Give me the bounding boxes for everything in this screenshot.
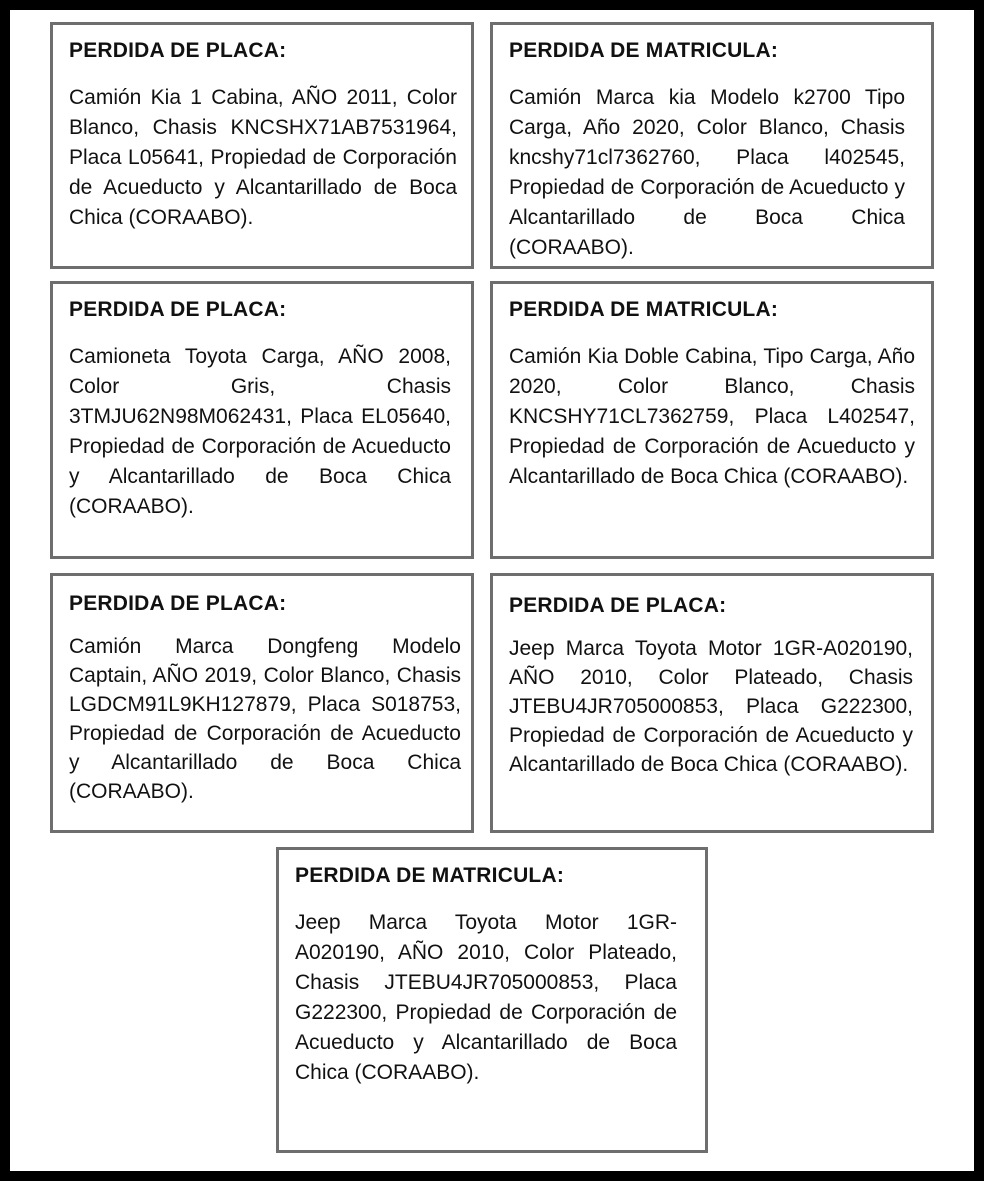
notice-lost-plate-2 <box>50 281 474 559</box>
notice-title: PERDIDA DE PLACA: <box>69 298 287 321</box>
notice-body: Jeep Marca Toyota Motor 1GR-A020190, AÑO 2010, Color Plateado, Chasis JTEBU4JR705000853, Placa G222300, Propiedad de Corporación de Acueducto y Alcantarillado de Boca Chica (CORAABO). <box>295 911 677 1084</box>
notice-lost-registration-2 <box>490 281 934 559</box>
notice-lost-plate-3 <box>50 573 474 833</box>
notice-body: Jeep Marca Toyota Motor 1GR-A020190, AÑO 2010, Color Plateado, Chasis JTEBU4JR705000853, Placa G222300, Propiedad de Corporación de Acueducto y Alcantarillado de Boca Chica (CORAABO). <box>509 637 913 776</box>
notice-body: Camión Kia 1 Cabina, AÑO 2011, Color Blanco, Chasis KNCSHX71AB7531964, Placa L05641, Propiedad de Corporación de Acueducto y Alcantarillado de Boca Chica (CORAABO). <box>69 86 457 229</box>
notice-body: Camión Marca Dongfeng Modelo Captain, AÑO 2019, Color Blanco, Chasis LGDCM91L9KH127879, Placa S018753, Propiedad de Corporación de Acueducto y Alcantarillado de Boca Chica (CORAABO). <box>69 635 461 803</box>
notice-title: PERDIDA DE PLACA: <box>509 594 727 617</box>
notice-title: PERDIDA DE PLACA: <box>69 592 287 615</box>
notice-lost-plate-1 <box>50 22 474 269</box>
notice-lost-registration-1 <box>490 22 934 269</box>
notice-body: Camión Kia Doble Cabina, Tipo Carga, Año 2020, Color Blanco, Chasis KNCSHY71CL7362759, Placa L402547, Propiedad de Corporación de Acueducto y Alcantarillado de Boca Chica (CORAABO). <box>509 345 915 488</box>
notice-body: Camión Marca kia Modelo k2700 Tipo Carga, Año 2020, Color Blanco, Chasis kncshy71cl7362760, Placa l402545, Propiedad de Corporación de Acueducto y Alcantarillado de Boca Chica (CORAABO). <box>509 86 905 259</box>
notice-body: Camioneta Toyota Carga, AÑO 2008, Color Gris, Chasis 3TMJU62N98M062431, Placa EL05640, Propiedad de Corporación de Acueducto y Alcantarillado de Boca Chica (CORAABO). <box>69 345 451 518</box>
notice-lost-plate-4 <box>490 573 934 833</box>
notice-title: PERDIDA DE MATRICULA: <box>295 864 565 887</box>
notices-page <box>10 10 974 1171</box>
notice-title: PERDIDA DE PLACA: <box>69 39 287 62</box>
notice-lost-registration-3 <box>276 847 708 1153</box>
notice-title: PERDIDA DE MATRICULA: <box>509 298 779 321</box>
notice-title: PERDIDA DE MATRICULA: <box>509 39 779 62</box>
